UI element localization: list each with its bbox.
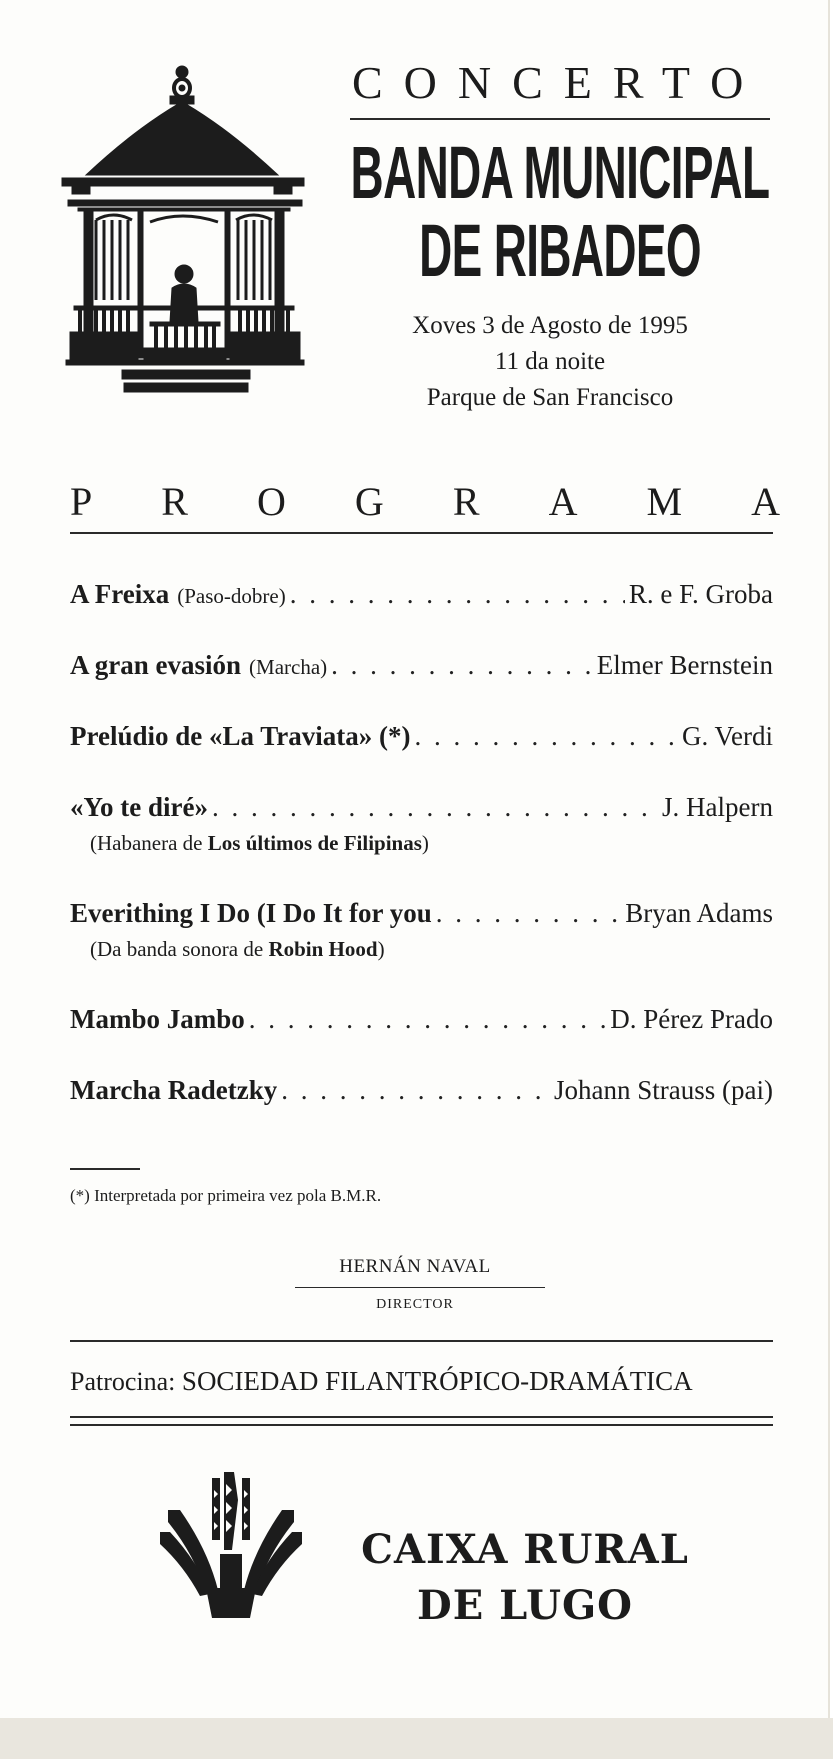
programa-letter: R <box>452 479 480 524</box>
piece-composer: D. Pérez Prado <box>610 1004 773 1034</box>
band-title-line2: DE RIBADEO <box>419 209 701 292</box>
director-divider <box>295 1287 545 1288</box>
piece-title: A Freixa <box>70 579 170 609</box>
concert-label: CONCERTO <box>352 57 765 108</box>
program-item <box>70 577 773 613</box>
piece-note-text: ) <box>377 937 385 961</box>
piece-composer: Bryan Adams <box>625 898 773 928</box>
bank-logo-text <box>355 1522 695 1634</box>
piece-composer: R. e F. Groba <box>628 579 773 609</box>
footnote: (*) Interpretada por primeira vez pola B.M.R. <box>70 1186 382 1205</box>
sponsor-divider-top <box>70 1340 773 1342</box>
bank-name-line1: CAIXA RURAL <box>361 1526 689 1573</box>
program-item <box>70 790 773 858</box>
scan-edge <box>0 1718 833 1759</box>
programa-letter: G <box>354 479 384 524</box>
program-item <box>70 648 773 684</box>
piece-note <box>90 934 773 964</box>
sponsor-name: SOCIEDAD FILANTRÓPICO-DRAMÁTICA <box>181 1366 693 1396</box>
event-time: 11 da noite <box>494 348 606 375</box>
programa-letter: O <box>257 479 286 524</box>
dot-leader <box>331 648 593 682</box>
programa-letter: P <box>70 479 93 524</box>
piece-note-source: Los últimos de Filipinas <box>207 831 422 855</box>
bank-name-line2: DE LUGO <box>417 1582 633 1629</box>
piece-composer: J. Halpern <box>662 792 773 822</box>
dot-leader <box>212 790 658 824</box>
event-details <box>340 308 760 416</box>
programa-letter: M <box>646 479 683 524</box>
piece-title: Marcha Radetzky <box>70 1075 278 1105</box>
programa-letter: R <box>161 479 188 524</box>
piece-note-text: ) <box>421 831 429 855</box>
sponsor-divider-bottom-double <box>70 1424 773 1426</box>
bandstand-icon <box>60 60 310 405</box>
program-item <box>70 1002 773 1036</box>
piece-composer: Elmer Bernstein <box>596 650 773 680</box>
concert-header <box>350 58 775 416</box>
piece-genre: (Marcha) <box>249 655 328 679</box>
piece-title: Everithing I Do (I Do It for you <box>70 898 432 928</box>
director-role: DIRECTOR <box>376 1297 454 1312</box>
band-title-line1: BANDA MUNICIPAL <box>350 131 770 214</box>
dot-leader <box>249 1002 607 1036</box>
wheat-sheaf-icon <box>160 1470 330 1620</box>
piece-title: Mambo Jambo <box>70 1004 245 1034</box>
sponsor-label: Patrocina: <box>70 1367 176 1396</box>
piece-note-text: (Da banda sonora de <box>90 937 269 961</box>
piece-note-text: (Habanera de <box>90 831 208 855</box>
event-place: Parque de San Francisco <box>426 384 674 411</box>
sponsor-line <box>70 1366 773 1397</box>
piece-genre: (Paso-dobre) <box>177 584 286 608</box>
program-item <box>70 896 773 964</box>
dot-leader <box>436 896 621 930</box>
programa-letter: A <box>751 479 780 524</box>
dot-leader <box>290 577 625 611</box>
piece-title: «Yo te diré» <box>70 792 208 822</box>
dot-leader <box>281 1073 550 1107</box>
dot-leader <box>415 719 679 753</box>
footnote-divider <box>70 1168 140 1170</box>
program-item <box>70 1073 773 1107</box>
event-date: Xoves 3 de Agosto de 1995 <box>412 312 688 339</box>
piece-composer: G. Verdi <box>682 721 773 751</box>
piece-composer: Johann Strauss (pai) <box>554 1075 773 1105</box>
programa-letter: A <box>548 479 578 524</box>
piece-title: Prelúdio de «La Traviata» (*) <box>70 721 411 751</box>
programa-heading <box>70 480 780 524</box>
director-name: HERNÁN NAVAL <box>339 1256 491 1277</box>
header-divider <box>350 118 770 120</box>
sponsor-divider-bottom <box>70 1416 773 1418</box>
programa-divider <box>70 532 773 534</box>
band-title <box>349 131 771 292</box>
piece-note <box>90 828 773 858</box>
program-item <box>70 719 773 753</box>
piece-title: A gran evasión <box>70 650 242 680</box>
piece-note-source: Robin Hood <box>268 937 378 961</box>
